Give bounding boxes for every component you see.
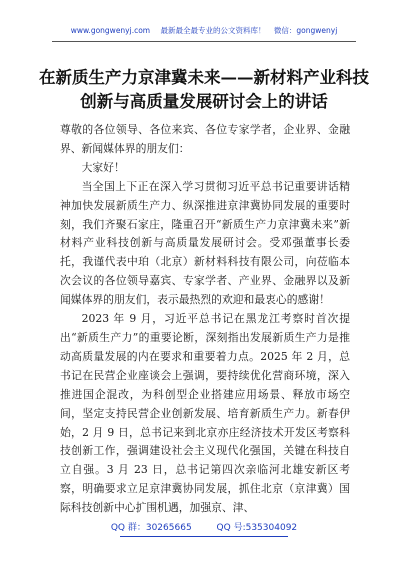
header-divider (52, 41, 356, 42)
qq-group: QQ 群：30265665 (110, 523, 192, 533)
wechat-id: 微信：gongwenyj (273, 26, 338, 35)
body-paragraph: 当全国上下正在深入学习贯彻习近平总书记重要讲话精神加快发展新质生产力、纵深推进京津冀协同发展的重要时刻，我们齐聚石家庄，隆重召开“新质生产力京津冀未来”新材料产业科技创新与高质量发展研讨会。受邓强董事长委托，我谨代表中珀（北京）新材料科技有限公司，向莅临本次会议的各位领导嘉宾、专家学者、产业界、金融界以及新闻媒体界的朋友们，表示最热烈的欢迎和最衷心的感谢！ (60, 179, 350, 307)
document-body (60, 121, 350, 518)
salutation-paragraph: 尊敬的各位领导、各位来宾、各位专家学者，企业界、金融界、新闻媒体界的朋友们： (60, 123, 350, 155)
qq-number: QQ 号:535304092 (216, 523, 298, 533)
title-line-1: 在新质生产力京津冀未来——新材料产业科技 (39, 68, 369, 87)
footer-contact (0, 522, 408, 534)
greeting-paragraph: 大家好！ (81, 160, 125, 174)
title-line-2: 创新与高质量发展研讨会上的讲话 (80, 92, 328, 111)
footer-underline (120, 536, 288, 537)
site-slogan: 最新最全最专业的公文资料库！ (160, 26, 266, 35)
header-banner (0, 26, 408, 36)
body-paragraph: 2023 年 9 月，习近平总书记在黑龙江考察时首次提出“新质生产力”的重要论断，深刻指出发展新质生产力是推动高质量发展的内在要求和重要着力点。2025 年 2 月，总书记在民营企业座谈会上强调，要持续优化营商环境，深入推进国企混改，为科创型企业搭建应用场景、释放市场空间，坚定支持民营企业创新发展、培育新质生产力。新春伊始，2 月 9 日，总书记来到北京亦庄经济技术开发区考察科技创新工作，强调建设社会主义现代化强国，关键在科技自立自强。3 月 23 日，总书记第四次亲临河北雄安新区考察，明确要求立足京津冀协同发展，抓住北京（京津冀）国际科技创新中心扩围机遇，加强京、津、 (60, 312, 350, 515)
site-url-link[interactable]: www.gongwenyj.com (70, 26, 151, 35)
document-title (20, 66, 388, 114)
